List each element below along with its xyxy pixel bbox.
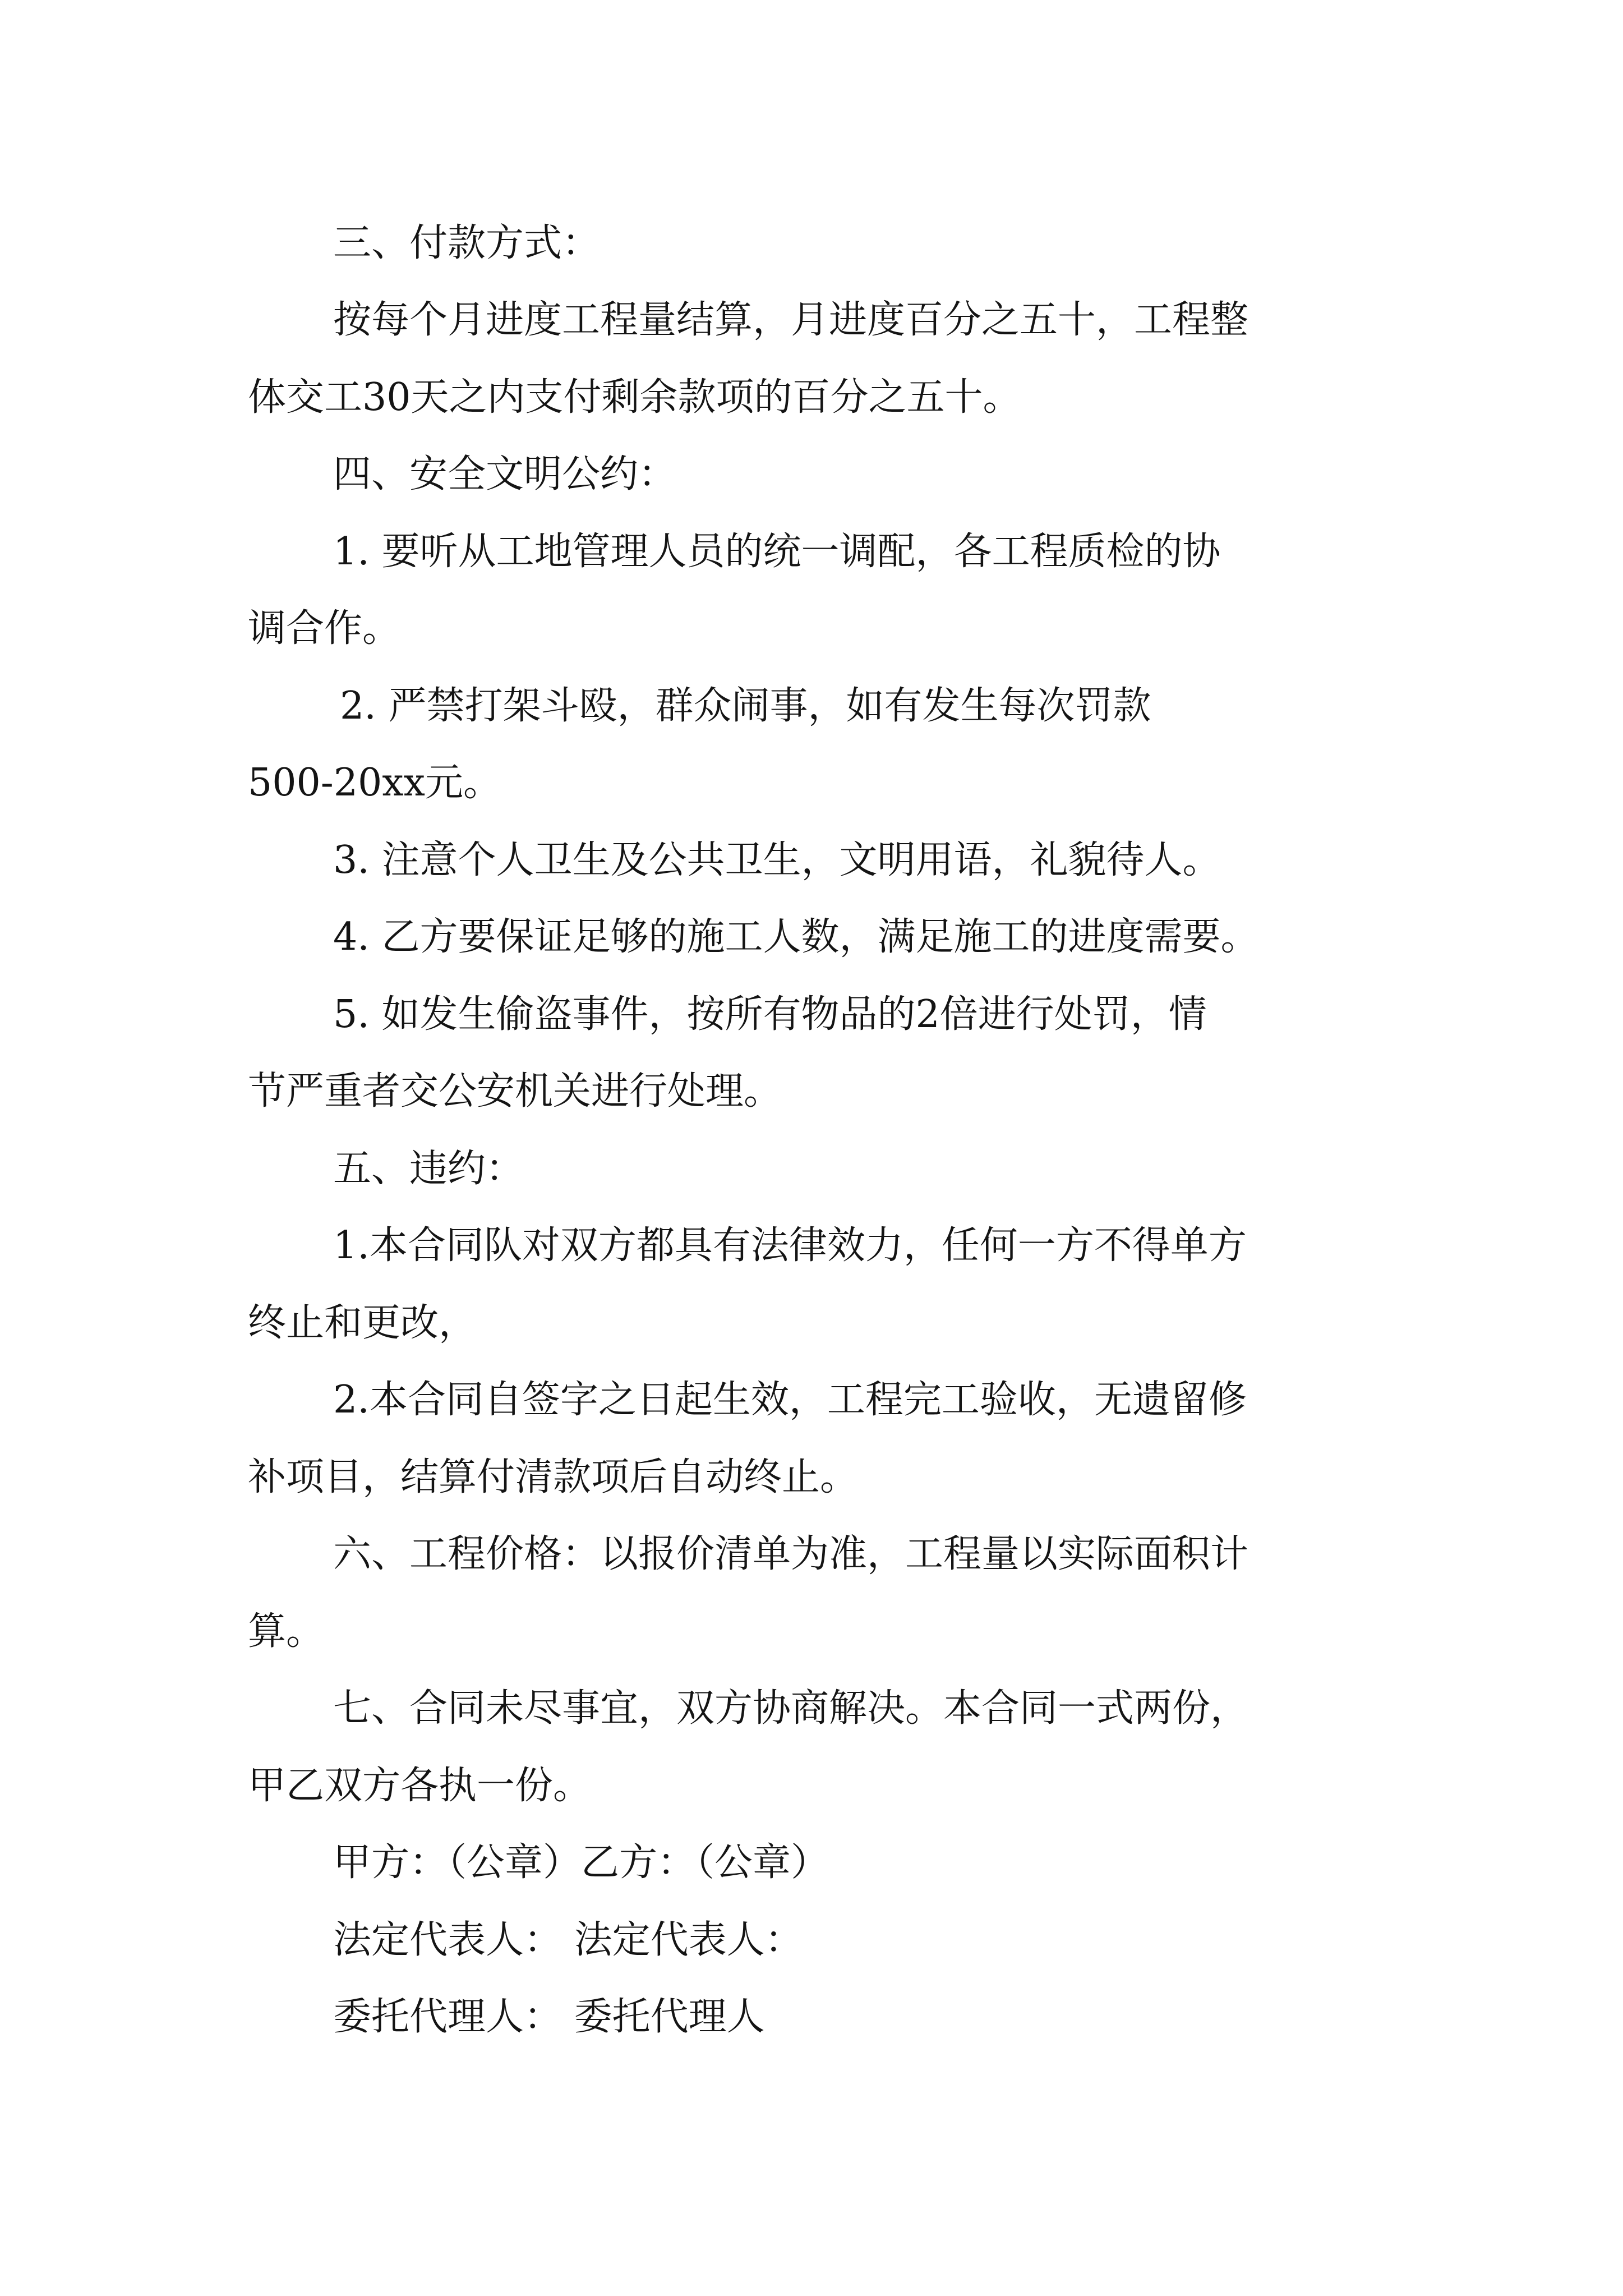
signature-seal-line: 甲方：（公章）乙方：（公章）: [333, 1841, 829, 1885]
list-item-line: 调合作。: [248, 606, 401, 651]
paragraph-line: 甲乙双方各执一份。: [248, 1764, 592, 1808]
paragraph-line: 按每个月进度工程量结算，月进度百分之五十，工程整: [333, 298, 1249, 342]
list-item-line: 4. 乙方要保证足够的施工人数，满足施工的进度需要。: [333, 915, 1259, 959]
list-item-line: 2. 严禁打架斗殴，群众闹事，如有发生每次罚款: [340, 684, 1151, 728]
list-item-line: 1. 要听从工地管理人员的统一调配，各工程质检的协: [333, 530, 1221, 574]
paragraph-line: 算。: [248, 1609, 325, 1654]
paragraph-line: 体交工30天之内支付剩余款项的百分之五十。: [248, 375, 1021, 420]
signature-representative-line: 法定代表人： 法定代表人：: [333, 1918, 803, 1962]
signature-agent-line: 委托代理人： 委托代理人: [333, 1995, 765, 2039]
list-item-line: 3. 注意个人卫生及公共卫生，文明用语，礼貌待人。: [333, 838, 1221, 882]
list-item-line: 1.本合同队对双方都具有法律效力，任何一方不得单方: [333, 1223, 1247, 1268]
list-item-line: 补项目，结算付清款项后自动终止。: [248, 1455, 859, 1499]
section-heading-misc: 七、合同未尽事宜，双方协商解决。本合同一式两份，: [333, 1686, 1249, 1731]
list-item-line: 5. 如发生偷盗事件，按所有物品的2倍进行处罚，情: [333, 992, 1207, 1037]
list-item-line: 2.本合同自签字之日起生效，工程完工验收，无遗留修: [333, 1378, 1247, 1422]
section-heading-safety: 四、安全文明公约：: [333, 452, 677, 496]
list-item-line: 500-20xx元。: [248, 761, 501, 805]
section-heading-breach: 五、违约：: [333, 1147, 524, 1191]
section-heading-payment: 三、付款方式：: [333, 221, 601, 265]
list-item-line: 终止和更改，: [248, 1301, 477, 1345]
list-item-line: 节严重者交公安机关进行处理。: [248, 1069, 782, 1114]
section-heading-price: 六、工程价格：以报价清单为准，工程量以实际面积计: [333, 1532, 1249, 1576]
